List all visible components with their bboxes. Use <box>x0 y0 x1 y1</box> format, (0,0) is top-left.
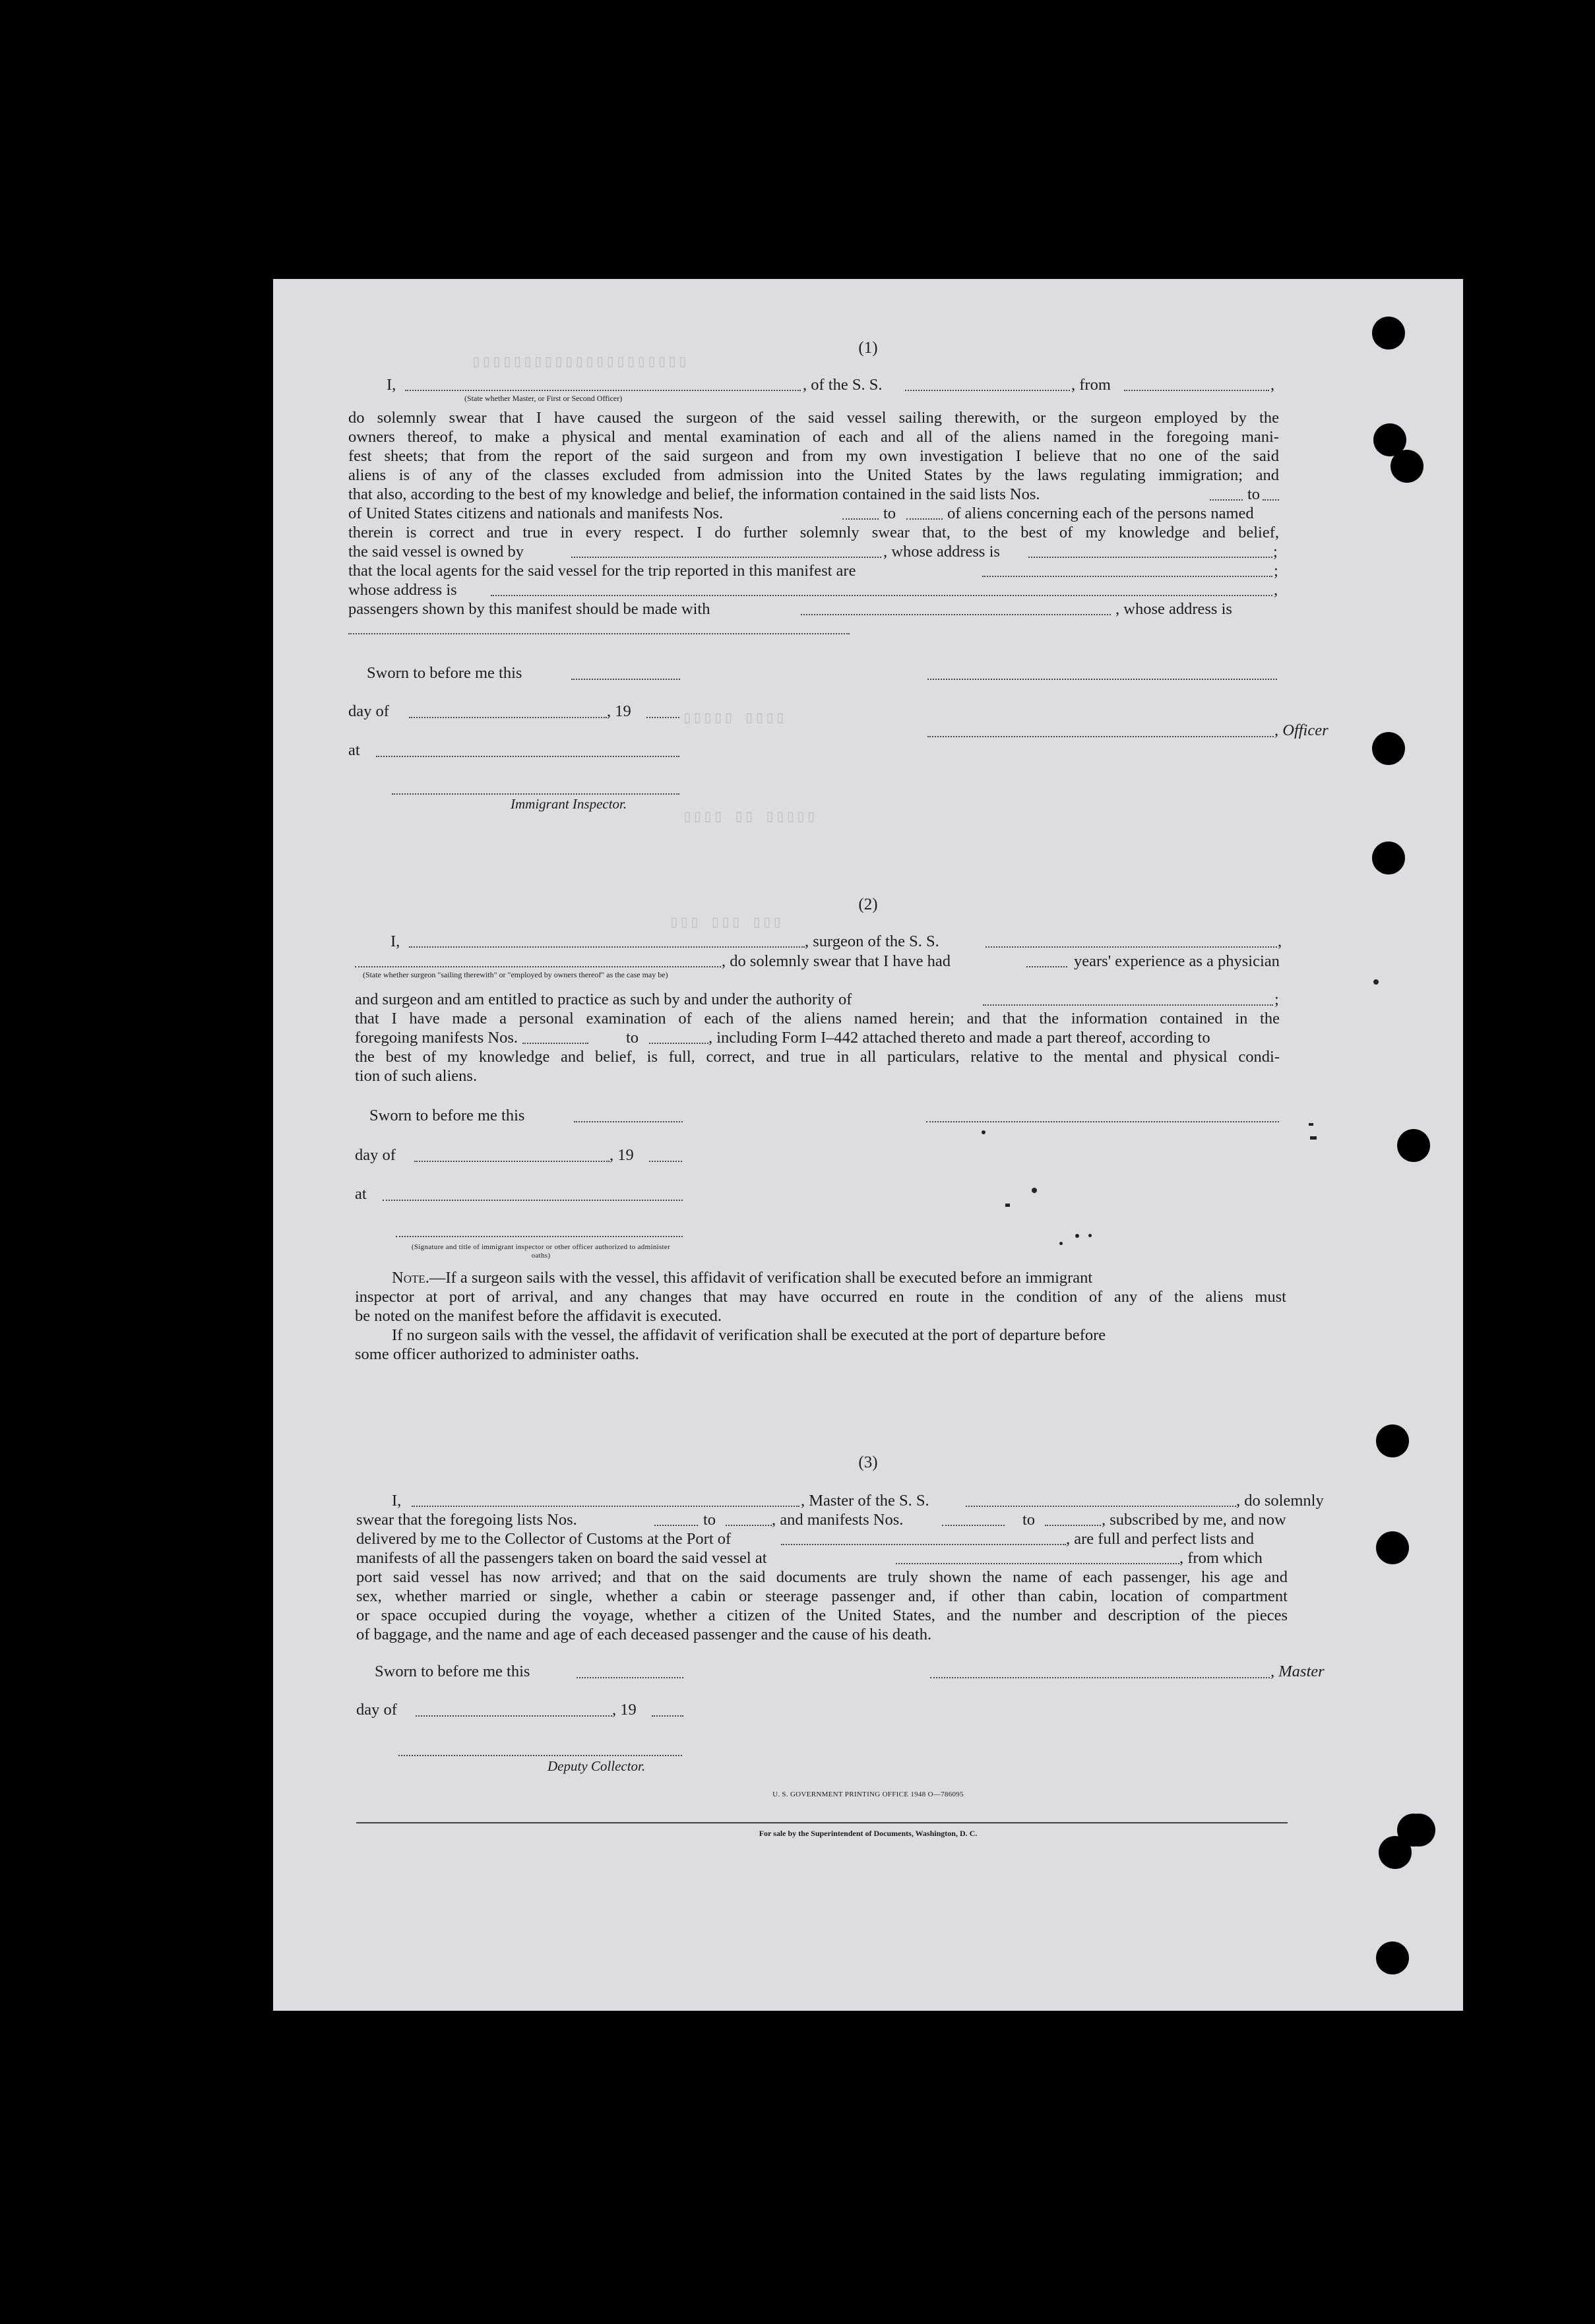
s2-end-comma: , <box>1278 933 1282 950</box>
s2-manifests-to-field[interactable] <box>649 1043 708 1044</box>
for-sale-notice: For sale by the Superintendent of Documents, Washington, D. C. <box>759 1829 978 1838</box>
to-label: to <box>883 505 896 522</box>
speck <box>1373 979 1379 985</box>
binder-hole <box>1376 1424 1409 1457</box>
note-line: inspector at port of arrival, and any changes that may have occurred en route in the condition of any of the aliens must <box>355 1288 1286 1306</box>
s1-sworn-label: Sworn to before me this <box>367 664 522 682</box>
s3-vessel-field[interactable] <box>966 1506 1236 1507</box>
surgeon-of-label: , surgeon of the S. S. <box>805 933 939 950</box>
s3-month-field[interactable] <box>416 1715 612 1717</box>
s3-sworn-day-field[interactable] <box>577 1677 683 1678</box>
s2-day-of-label: day of <box>355 1146 396 1164</box>
s2-at-label: at <box>355 1185 367 1203</box>
manifests-from-field[interactable] <box>842 518 879 520</box>
s3-sworn-label: Sworn to before me this <box>375 1663 530 1680</box>
vessel-name-field[interactable] <box>905 390 1070 391</box>
to-label: to <box>1247 485 1261 503</box>
s2-body-line: the best of my knowledge and belief, is full, correct, and true in all particulars, relative to the mental and physical condi- <box>355 1048 1280 1066</box>
bleed-through-text: ▯▯▯▯▯▯▯▯▯▯▯▯▯▯▯▯▯▯▯▯▯ <box>471 352 688 371</box>
footer-rule <box>356 1822 1288 1823</box>
to-label: to <box>703 1511 716 1529</box>
master-of-label: , Master of the S. S. <box>801 1492 929 1510</box>
s1-sworn-day-field[interactable] <box>571 679 680 680</box>
lists-to-field[interactable] <box>1263 499 1279 501</box>
to-label: to <box>626 1029 639 1047</box>
body-line: that also, according to the best of my knowledge and belief, the information contained in the said lists Nos. <box>348 485 1040 503</box>
speck <box>1309 1123 1313 1126</box>
s3-body-line: swear that the foregoing lists Nos. <box>356 1511 577 1529</box>
signature-note: (Signature and title of immigrant inspector or other officer authorized to administer oaths) <box>411 1243 671 1260</box>
s3-manifests-from-field[interactable] <box>942 1525 1005 1526</box>
s1-i-label: I, <box>387 376 396 394</box>
of-aliens-text: of aliens concerning each of the persons named <box>947 505 1254 522</box>
s1-from-label: , from <box>1071 376 1111 394</box>
s2-i-label: I, <box>391 933 400 950</box>
s3-lists-from-field[interactable] <box>654 1525 698 1526</box>
binder-hole <box>1372 841 1405 874</box>
s1-year-prefix: , 19 <box>607 702 631 720</box>
s1-at-label: at <box>348 741 360 759</box>
officer-note: (State whether Master, or First or Second Officer) <box>464 394 623 403</box>
lists-from-field[interactable] <box>1210 499 1243 501</box>
s2-signature-line[interactable] <box>926 1121 1279 1122</box>
binder-hole <box>1397 1129 1430 1162</box>
speck <box>1075 1234 1079 1238</box>
s3-body-line: manifests of all the passengers taken on board the said vessel at <box>356 1549 767 1567</box>
whose-address-label: , whose address is <box>1115 600 1232 618</box>
s3-manifests-to-field[interactable] <box>1045 1525 1101 1526</box>
manifests-to-field[interactable] <box>906 518 943 520</box>
note-label <box>392 1268 1092 1287</box>
body-line: owners thereof, to make a physical and mental examination of each and all of the aliens named in the foregoing mani- <box>348 428 1279 446</box>
note-body <box>355 1287 1286 1326</box>
body-line: of United States citizens and nationals and manifests Nos. <box>348 505 724 522</box>
semicolon: ; <box>1273 543 1278 561</box>
years-experience-field[interactable] <box>1026 966 1067 967</box>
from-which-text: , from which <box>1179 1549 1263 1567</box>
s2-sworn-day-field[interactable] <box>574 1121 683 1122</box>
note-word: Note. <box>392 1269 429 1287</box>
full-perfect-text: , are full and perfect lists and <box>1066 1530 1255 1548</box>
s2-body-line: foregoing manifests Nos. <box>355 1029 518 1047</box>
from-port-field[interactable] <box>1124 390 1269 391</box>
solemnly-text: , do solemnly <box>1236 1492 1324 1510</box>
section-3-body <box>356 1568 1288 1644</box>
binder-hole <box>1379 1836 1412 1869</box>
to-label: to <box>1022 1511 1036 1529</box>
s2-vessel-field[interactable] <box>985 946 1277 948</box>
binder-hole <box>1391 450 1423 483</box>
s3-year-field[interactable] <box>652 1715 683 1717</box>
s3-body-line: sex, whether married or single, whether a cabin or steerage passenger and, if other than cabin, location of compartment <box>356 1587 1288 1605</box>
s1-month-field[interactable] <box>409 717 607 718</box>
agents-address-field[interactable] <box>491 595 1272 596</box>
s2-manifests-from-field[interactable] <box>522 1043 588 1044</box>
s1-of-ss-label: , of the S. S. <box>803 376 883 394</box>
speck <box>1088 1234 1092 1237</box>
s1-place-field[interactable] <box>376 756 679 757</box>
comma: , <box>1274 581 1278 599</box>
embark-port-field[interactable] <box>896 1563 1179 1564</box>
gpo-imprint: U. S. GOVERNMENT PRINTING OFFICE 1948 O—786095 <box>772 1790 964 1798</box>
binder-hole <box>1376 1531 1409 1564</box>
inspector-label: Immigrant Inspector. <box>511 796 627 812</box>
s3-day-of-label: day of <box>356 1701 397 1719</box>
note-line: —If a surgeon sails with the vessel, this affidavit of verification shall be executed before an immigrant <box>429 1269 1093 1287</box>
s1-signature-line[interactable] <box>927 679 1277 680</box>
s2-body-line: and surgeon and am entitled to practice as such by and under the authority of <box>355 991 852 1008</box>
body-line: do solemnly swear that I have caused the surgeon of the said vessel sailing therewith, or the surgeon employed by the <box>348 409 1279 427</box>
body-line: fest sheets; that from the report of the said surgeon and from my own investigation I believe that no one of the said <box>348 447 1279 465</box>
s2-place-field[interactable] <box>383 1200 683 1201</box>
local-agents-field[interactable] <box>982 576 1272 577</box>
semicolon: ; <box>1274 991 1279 1008</box>
bleed-through-text: ▯▯▯▯ ▯▯ ▯▯▯▯▯ <box>682 807 817 826</box>
subscribed-text: , subscribed by me, and now <box>1102 1511 1286 1529</box>
s2-year-field[interactable] <box>649 1161 682 1162</box>
s3-lists-to-field[interactable] <box>726 1525 772 1526</box>
whose-address-label: , whose address is <box>883 543 1000 561</box>
note-line: be noted on the manifest before the affidavit is executed. <box>355 1307 722 1325</box>
s2-officer-signature-line[interactable] <box>396 1236 683 1237</box>
master-label: , Master <box>1270 1663 1325 1680</box>
owner-field[interactable] <box>571 557 881 558</box>
surgeon-note: (State whether surgeon "sailing therewith" or "employed by owners thereof" as the case may be) <box>363 970 668 979</box>
s3-body-line: or space occupied during the voyage, whether a citizen of the United States, and the number and description of the pieces <box>356 1606 1288 1624</box>
section-2-body <box>355 1009 1280 1028</box>
s2-sworn-label: Sworn to before me this <box>369 1107 525 1124</box>
officer-signature-line[interactable] <box>927 736 1274 737</box>
head-tax-address-field[interactable] <box>348 633 850 634</box>
port-of-customs-field[interactable] <box>781 1544 1066 1545</box>
master-signature-line[interactable] <box>930 1677 1270 1678</box>
speck <box>1059 1242 1063 1245</box>
section-1-body-b <box>348 523 1279 542</box>
speck <box>1005 1204 1010 1207</box>
s3-i-label: I, <box>392 1492 402 1510</box>
note-line: If no surgeon sails with the vessel, the affidavit of verification shall be executed at the port of departure before <box>392 1326 1106 1344</box>
speck <box>1032 1188 1037 1193</box>
deputy-label: Deputy Collector. <box>547 1758 646 1774</box>
s2-month-field[interactable] <box>414 1161 610 1162</box>
section-3-number: (3) <box>858 1453 878 1471</box>
s1-end-comma: , <box>1270 376 1275 394</box>
body-line: therein is correct and true in every respect. I do further solemnly swear that, to the best of my knowledge and belief, <box>348 524 1279 541</box>
head-tax-party-field[interactable] <box>801 614 1111 615</box>
body-line: whose address is <box>348 581 457 599</box>
s1-day-of-label: day of <box>348 702 389 720</box>
binder-hole <box>1372 732 1405 765</box>
body-line: that the local agents for the said vessel for the trip reported in this manifest are <box>348 562 856 580</box>
binder-hole <box>1376 1942 1409 1974</box>
surgeon-status-field[interactable] <box>355 966 721 967</box>
semicolon: ; <box>1274 562 1278 580</box>
section-2-body-b <box>355 1047 1280 1086</box>
deputy-signature-line[interactable] <box>398 1755 682 1756</box>
section-1-number: (1) <box>858 339 878 357</box>
section-1-body <box>348 408 1279 485</box>
section-2-number: (2) <box>858 896 878 913</box>
s3-body-line: port said vessel has now arrived; and that on the said documents are truly shown the name of each passenger, his age and <box>356 1568 1288 1586</box>
including-text: , including Form I–442 attached thereto and made a part thereof, according to <box>708 1029 1210 1047</box>
s2-swear-text: , do solemnly swear that I have had <box>722 952 951 970</box>
owner-address-field[interactable] <box>1028 557 1272 558</box>
officer-label: , Officer <box>1274 721 1329 739</box>
s3-master-name-field[interactable] <box>412 1506 799 1507</box>
form-page <box>273 279 1463 2011</box>
binder-hole <box>1372 317 1405 350</box>
s1-year-field[interactable] <box>646 717 679 718</box>
and-manifests-text: , and manifests Nos. <box>772 1511 904 1529</box>
body-line: aliens is of any of the classes excluded from admission into the United States by the laws regulating immigration; and <box>348 466 1279 484</box>
s3-year-prefix: , 19 <box>612 1701 637 1719</box>
body-line: the said vessel is owned by <box>348 543 524 561</box>
years-text: years' experience as a physician <box>1074 952 1280 970</box>
bleed-through-text: ▯▯▯ ▯▯▯ ▯▯▯ <box>669 912 783 932</box>
s2-body-line: tion of such aliens. <box>355 1067 478 1085</box>
s2-year-prefix: , 19 <box>610 1146 634 1164</box>
speck <box>982 1130 985 1134</box>
authority-field[interactable] <box>983 1004 1273 1006</box>
body-line: passengers shown by this manifest should be made with <box>348 600 710 618</box>
master-name-field[interactable] <box>405 390 801 391</box>
surgeon-name-field[interactable] <box>409 946 805 948</box>
speck <box>1310 1136 1317 1140</box>
note-line: some officer authorized to administer oaths. <box>355 1345 639 1363</box>
bleed-through-text: ▯▯▯▯▯ ▯▯▯▯ <box>682 708 786 727</box>
s2-body-line: that I have made a personal examination of each of the aliens named herein; and that the information contained in the <box>355 1010 1280 1027</box>
s3-body-line: delivered by me to the Collector of Customs at the Port of <box>356 1530 732 1548</box>
s3-body-line: of baggage, and the name and age of each deceased passenger and the cause of his death. <box>356 1626 932 1643</box>
